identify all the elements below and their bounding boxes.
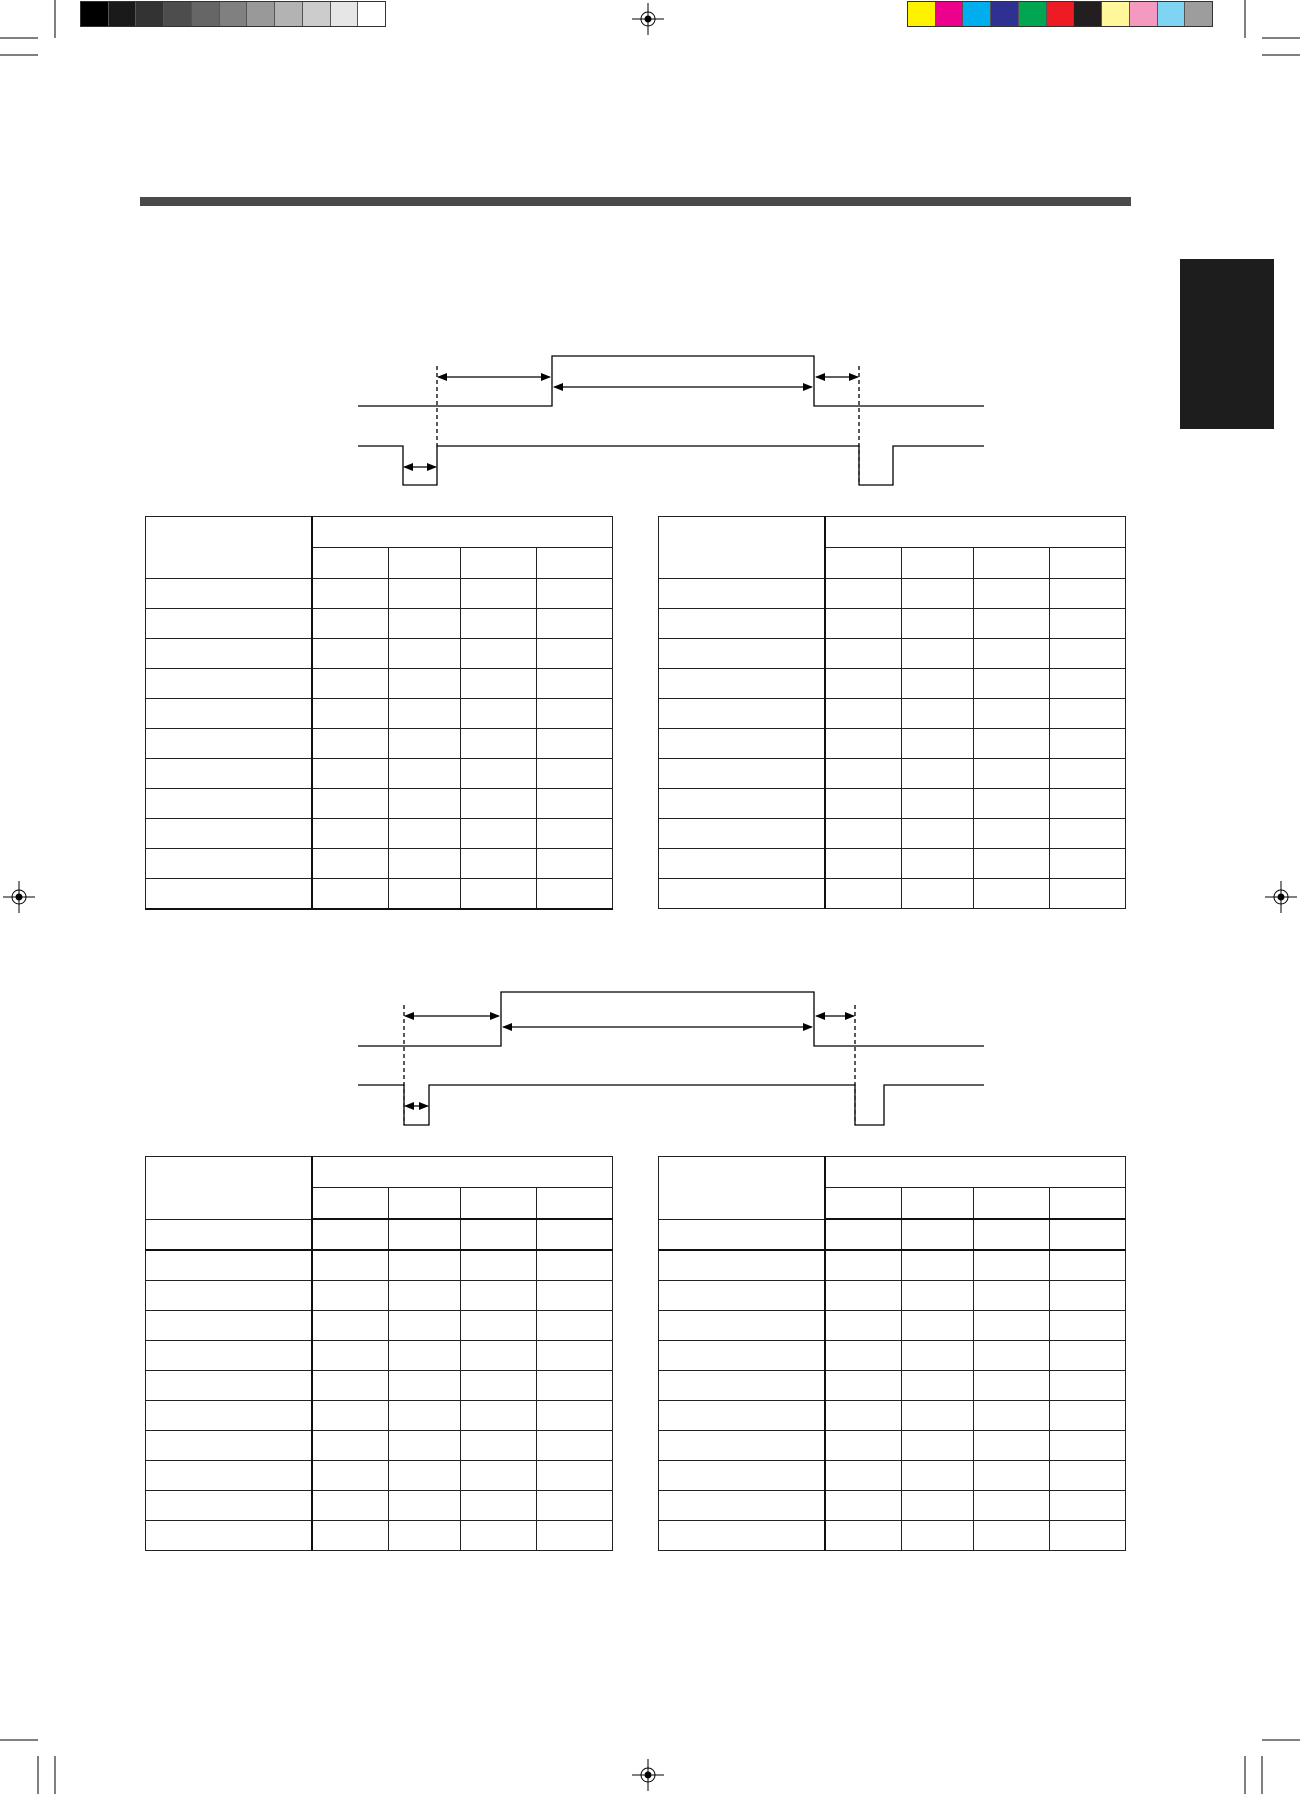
table-cell: [1049, 1521, 1125, 1551]
table-cell: [659, 1401, 825, 1431]
table-cell: [388, 789, 460, 819]
table-cell: [460, 759, 536, 789]
table-cell: [659, 879, 825, 909]
table-cell: [312, 669, 388, 699]
table-cell: [460, 669, 536, 699]
table-cell: [460, 1521, 536, 1551]
table-cell: [973, 1461, 1049, 1491]
table-cell: [146, 639, 312, 669]
table-row: [659, 879, 1126, 909]
table-cell: [901, 699, 973, 729]
table-cell: [973, 849, 1049, 879]
table-row: [659, 1521, 1126, 1551]
table-cell: [901, 789, 973, 819]
table-row: [146, 1461, 613, 1491]
table-cell: [460, 789, 536, 819]
table-cell: [536, 639, 612, 669]
table-cell: [460, 699, 536, 729]
table-header-cell: [312, 1157, 613, 1188]
table-cell: [312, 879, 388, 910]
table-cell: [312, 609, 388, 639]
table-subheader-cell: [825, 1188, 901, 1220]
table-cell: [1049, 1371, 1125, 1401]
table-cell: [659, 639, 825, 669]
table-row: [146, 1341, 613, 1371]
table-cell: [388, 879, 460, 910]
table-cell: [901, 1521, 973, 1551]
table-cell: [901, 1461, 973, 1491]
table-subheader-cell: [460, 1188, 536, 1220]
table-cell: [1049, 759, 1125, 789]
table-cell: [659, 699, 825, 729]
table-cell: [460, 879, 536, 910]
table-cell: [536, 1521, 612, 1551]
table-cell: [536, 1431, 612, 1461]
table-cell: [312, 1311, 388, 1341]
table-cell: [1049, 789, 1125, 819]
table-subheader-cell: [388, 1188, 460, 1220]
table-cell: [901, 1491, 973, 1521]
table-cell: [1049, 1401, 1125, 1431]
table-cell: [536, 609, 612, 639]
table-cell: [901, 759, 973, 789]
timing-table-right-1: [658, 516, 1126, 909]
table-cell: [388, 819, 460, 849]
table-cell: [146, 1371, 312, 1401]
table-cell: [388, 1281, 460, 1311]
table-subheader-cell: [460, 548, 536, 579]
table-cell: [659, 1491, 825, 1521]
table-cell: [901, 1250, 973, 1281]
table-cell: [659, 1281, 825, 1311]
table-cell: [973, 1281, 1049, 1311]
table-cell: [460, 639, 536, 669]
table-cell: [901, 609, 973, 639]
table-cell: [388, 579, 460, 609]
table-cell: [312, 789, 388, 819]
table-cell: [312, 1491, 388, 1521]
table-cell: [388, 699, 460, 729]
table-subheader-cell: [536, 548, 612, 579]
table-cell: [825, 669, 901, 699]
table-row: [146, 1431, 613, 1461]
table-cell: [388, 1219, 460, 1250]
table-row: [659, 789, 1126, 819]
table-header-cell: [312, 517, 613, 548]
table-row: [146, 879, 613, 910]
table-cell: [460, 1431, 536, 1461]
table-cell: [460, 579, 536, 609]
table-cell: [659, 1219, 825, 1250]
table-cell: [901, 1371, 973, 1401]
table-cell: [146, 849, 312, 879]
table-subheader-cell: [973, 548, 1049, 579]
table-cell: [1049, 639, 1125, 669]
table-cell: [460, 1371, 536, 1401]
table-cell: [146, 1250, 312, 1281]
table-cell: [901, 579, 973, 609]
table-subheader-cell: [1049, 1188, 1125, 1220]
table-cell: [901, 819, 973, 849]
table-subheader-cell: [312, 1188, 388, 1220]
table-cell: [1049, 1461, 1125, 1491]
table-cell: [146, 1521, 312, 1551]
table-cell: [312, 579, 388, 609]
table-cell: [388, 1401, 460, 1431]
table-row: [659, 759, 1126, 789]
table-cell: [146, 1311, 312, 1341]
table-cell: [1049, 1341, 1125, 1371]
table-row: [659, 579, 1126, 609]
table-row: [659, 849, 1126, 879]
table-row: [659, 1341, 1126, 1371]
table-row: [146, 1521, 613, 1551]
table-subheader-cell: [973, 1188, 1049, 1220]
table-cell: [1049, 1311, 1125, 1341]
table-cell: [825, 819, 901, 849]
table-cell: [536, 789, 612, 819]
table-cell: [536, 1250, 612, 1281]
table-cell: [312, 1371, 388, 1401]
table-header-cell: [825, 1157, 1126, 1188]
table-cell: [388, 1491, 460, 1521]
table-row: [146, 1281, 613, 1311]
table-cell: [388, 1461, 460, 1491]
table-subheader-cell: [536, 1188, 612, 1220]
table-cell: [460, 1219, 536, 1250]
table-row: [146, 729, 613, 759]
table-cell: [388, 729, 460, 759]
table-cell: [146, 579, 312, 609]
table-cell: [659, 1431, 825, 1461]
table-cell: [536, 849, 612, 879]
table-row: [146, 759, 613, 789]
table-cell: [973, 1431, 1049, 1461]
table-cell: [1049, 1431, 1125, 1461]
table-cell: [973, 669, 1049, 699]
table-row: [659, 609, 1126, 639]
table-cell: [1049, 729, 1125, 759]
table-cell: [825, 1341, 901, 1371]
table-subheader-cell: [388, 548, 460, 579]
table-cell: [1049, 609, 1125, 639]
table-cell: [146, 1491, 312, 1521]
table-cell: [901, 1219, 973, 1250]
table-cell: [146, 759, 312, 789]
table-cell: [146, 609, 312, 639]
table-cell: [312, 1281, 388, 1311]
table-cell: [825, 759, 901, 789]
table-header-cell: [146, 517, 312, 579]
table-cell: [659, 1521, 825, 1551]
table-cell: [973, 1311, 1049, 1341]
table-row: [146, 1250, 613, 1281]
table-cell: [825, 849, 901, 879]
table-row: [659, 1491, 1126, 1521]
table-cell: [536, 729, 612, 759]
table-cell: [460, 609, 536, 639]
table-cell: [973, 609, 1049, 639]
table-header-cell: [146, 1157, 312, 1220]
table-cell: [1049, 579, 1125, 609]
table-cell: [825, 579, 901, 609]
table-row: [659, 1250, 1126, 1281]
table-row: [659, 819, 1126, 849]
table-cell: [312, 1250, 388, 1281]
table-cell: [146, 1281, 312, 1311]
table-cell: [825, 1491, 901, 1521]
table-cell: [146, 1431, 312, 1461]
table-cell: [659, 609, 825, 639]
timing-table-left-1: [145, 516, 613, 910]
table-cell: [312, 759, 388, 789]
table-row: [146, 579, 613, 609]
timing-table-left-2: [145, 1156, 613, 1551]
table-cell: [825, 1521, 901, 1551]
table-cell: [901, 1341, 973, 1371]
table-cell: [312, 819, 388, 849]
table-cell: [1049, 819, 1125, 849]
table-row: [659, 1461, 1126, 1491]
table-row: [146, 1371, 613, 1401]
table-cell: [901, 669, 973, 699]
table-row: [659, 639, 1126, 669]
table-cell: [388, 1311, 460, 1341]
table-cell: [312, 1219, 388, 1250]
table-row: [146, 1311, 613, 1341]
table-cell: [388, 609, 460, 639]
table-row: [659, 1431, 1126, 1461]
table-cell: [388, 759, 460, 789]
table-cell: [659, 729, 825, 759]
table-cell: [388, 1250, 460, 1281]
table-cell: [1049, 1250, 1125, 1281]
table-cell: [901, 1401, 973, 1431]
table-cell: [460, 729, 536, 759]
table-cell: [973, 1250, 1049, 1281]
table-row: [659, 1219, 1126, 1250]
table-cell: [146, 1461, 312, 1491]
table-cell: [146, 789, 312, 819]
table-cell: [146, 1219, 312, 1250]
table-cell: [659, 1461, 825, 1491]
table-cell: [973, 879, 1049, 909]
table-cell: [825, 1219, 901, 1250]
table-row: [146, 849, 613, 879]
table-cell: [536, 1371, 612, 1401]
table-row: [146, 609, 613, 639]
table-cell: [536, 699, 612, 729]
table-cell: [388, 1431, 460, 1461]
table-cell: [825, 609, 901, 639]
table-cell: [1049, 1491, 1125, 1521]
table-cell: [312, 639, 388, 669]
table-cell: [825, 1431, 901, 1461]
table-cell: [460, 1250, 536, 1281]
table-cell: [312, 729, 388, 759]
table-row: [659, 1281, 1126, 1311]
table-cell: [312, 849, 388, 879]
table-cell: [460, 1311, 536, 1341]
table-cell: [825, 789, 901, 819]
table-row: [146, 789, 613, 819]
table-cell: [146, 879, 312, 910]
table-cell: [973, 759, 1049, 789]
table-cell: [901, 729, 973, 759]
table-cell: [973, 1341, 1049, 1371]
table-cell: [659, 849, 825, 879]
table-cell: [388, 849, 460, 879]
table-cell: [460, 1281, 536, 1311]
table-cell: [825, 639, 901, 669]
table-cell: [460, 1401, 536, 1431]
table-cell: [536, 1341, 612, 1371]
table-row: [659, 1371, 1126, 1401]
table-cell: [901, 879, 973, 909]
table-cell: [1049, 699, 1125, 729]
table-cell: [973, 1521, 1049, 1551]
table-cell: [659, 1341, 825, 1371]
table-cell: [312, 1461, 388, 1491]
table-cell: [146, 699, 312, 729]
table-cell: [825, 699, 901, 729]
table-cell: [973, 579, 1049, 609]
table-cell: [146, 819, 312, 849]
table-cell: [973, 1371, 1049, 1401]
table-cell: [536, 1219, 612, 1250]
table-cell: [825, 1461, 901, 1491]
table-cell: [460, 1341, 536, 1371]
table-cell: [388, 1521, 460, 1551]
table-cell: [388, 669, 460, 699]
table-row: [146, 1491, 613, 1521]
table-cell: [146, 1341, 312, 1371]
table-cell: [901, 849, 973, 879]
table-header-cell: [659, 517, 825, 579]
table-cell: [312, 1431, 388, 1461]
table-cell: [973, 699, 1049, 729]
table-cell: [659, 669, 825, 699]
table-row: [146, 699, 613, 729]
table-cell: [901, 1431, 973, 1461]
table-cell: [973, 639, 1049, 669]
table-cell: [659, 1311, 825, 1341]
table-cell: [973, 1491, 1049, 1521]
table-row: [146, 1219, 613, 1250]
table-cell: [312, 699, 388, 729]
table-cell: [901, 1281, 973, 1311]
table-cell: [973, 1401, 1049, 1431]
table-cell: [460, 1491, 536, 1521]
table-cell: [825, 1371, 901, 1401]
table-cell: [146, 1401, 312, 1431]
table-cell: [825, 729, 901, 759]
table-cell: [312, 1341, 388, 1371]
table-cell: [1049, 849, 1125, 879]
table-cell: [388, 639, 460, 669]
table-cell: [312, 1401, 388, 1431]
table-cell: [1049, 1219, 1125, 1250]
table-cell: [973, 729, 1049, 759]
table-cell: [536, 879, 612, 910]
table-cell: [825, 879, 901, 909]
table-cell: [659, 759, 825, 789]
table-cell: [901, 639, 973, 669]
table-cell: [460, 849, 536, 879]
table-cell: [659, 1371, 825, 1401]
table-cell: [901, 1311, 973, 1341]
table-row: [146, 669, 613, 699]
table-row: [659, 669, 1126, 699]
table-cell: [1049, 879, 1125, 909]
table-row: [659, 1401, 1126, 1431]
table-cell: [973, 819, 1049, 849]
table-subheader-cell: [901, 548, 973, 579]
table-cell: [536, 1491, 612, 1521]
table-cell: [973, 1219, 1049, 1250]
table-cell: [825, 1281, 901, 1311]
table-cell: [659, 819, 825, 849]
table-cell: [536, 1311, 612, 1341]
table-cell: [536, 669, 612, 699]
timing-table-right-2: [658, 1156, 1126, 1551]
table-cell: [659, 789, 825, 819]
table-row: [146, 1401, 613, 1431]
table-cell: [536, 1401, 612, 1431]
table-row: [659, 699, 1126, 729]
table-cell: [825, 1401, 901, 1431]
table-cell: [388, 1341, 460, 1371]
table-cell: [973, 789, 1049, 819]
table-cell: [825, 1250, 901, 1281]
table-cell: [659, 1250, 825, 1281]
table-header-cell: [825, 517, 1126, 548]
table-cell: [536, 759, 612, 789]
table-cell: [536, 1461, 612, 1491]
table-row: [659, 1311, 1126, 1341]
table-subheader-cell: [901, 1188, 973, 1220]
table-cell: [388, 1371, 460, 1401]
table-cell: [659, 579, 825, 609]
table-cell: [536, 1281, 612, 1311]
table-cell: [460, 1461, 536, 1491]
table-subheader-cell: [1049, 548, 1125, 579]
table-cell: [146, 669, 312, 699]
table-subheader-cell: [312, 548, 388, 579]
table-cell: [146, 729, 312, 759]
table-header-cell: [659, 1157, 825, 1220]
table-cell: [1049, 1281, 1125, 1311]
table-cell: [312, 1521, 388, 1551]
table-row: [659, 729, 1126, 759]
table-subheader-cell: [825, 548, 901, 579]
table-row: [146, 639, 613, 669]
table-row: [146, 819, 613, 849]
table-cell: [1049, 669, 1125, 699]
table-cell: [825, 1311, 901, 1341]
table-cell: [536, 579, 612, 609]
table-cell: [460, 819, 536, 849]
table-cell: [536, 819, 612, 849]
